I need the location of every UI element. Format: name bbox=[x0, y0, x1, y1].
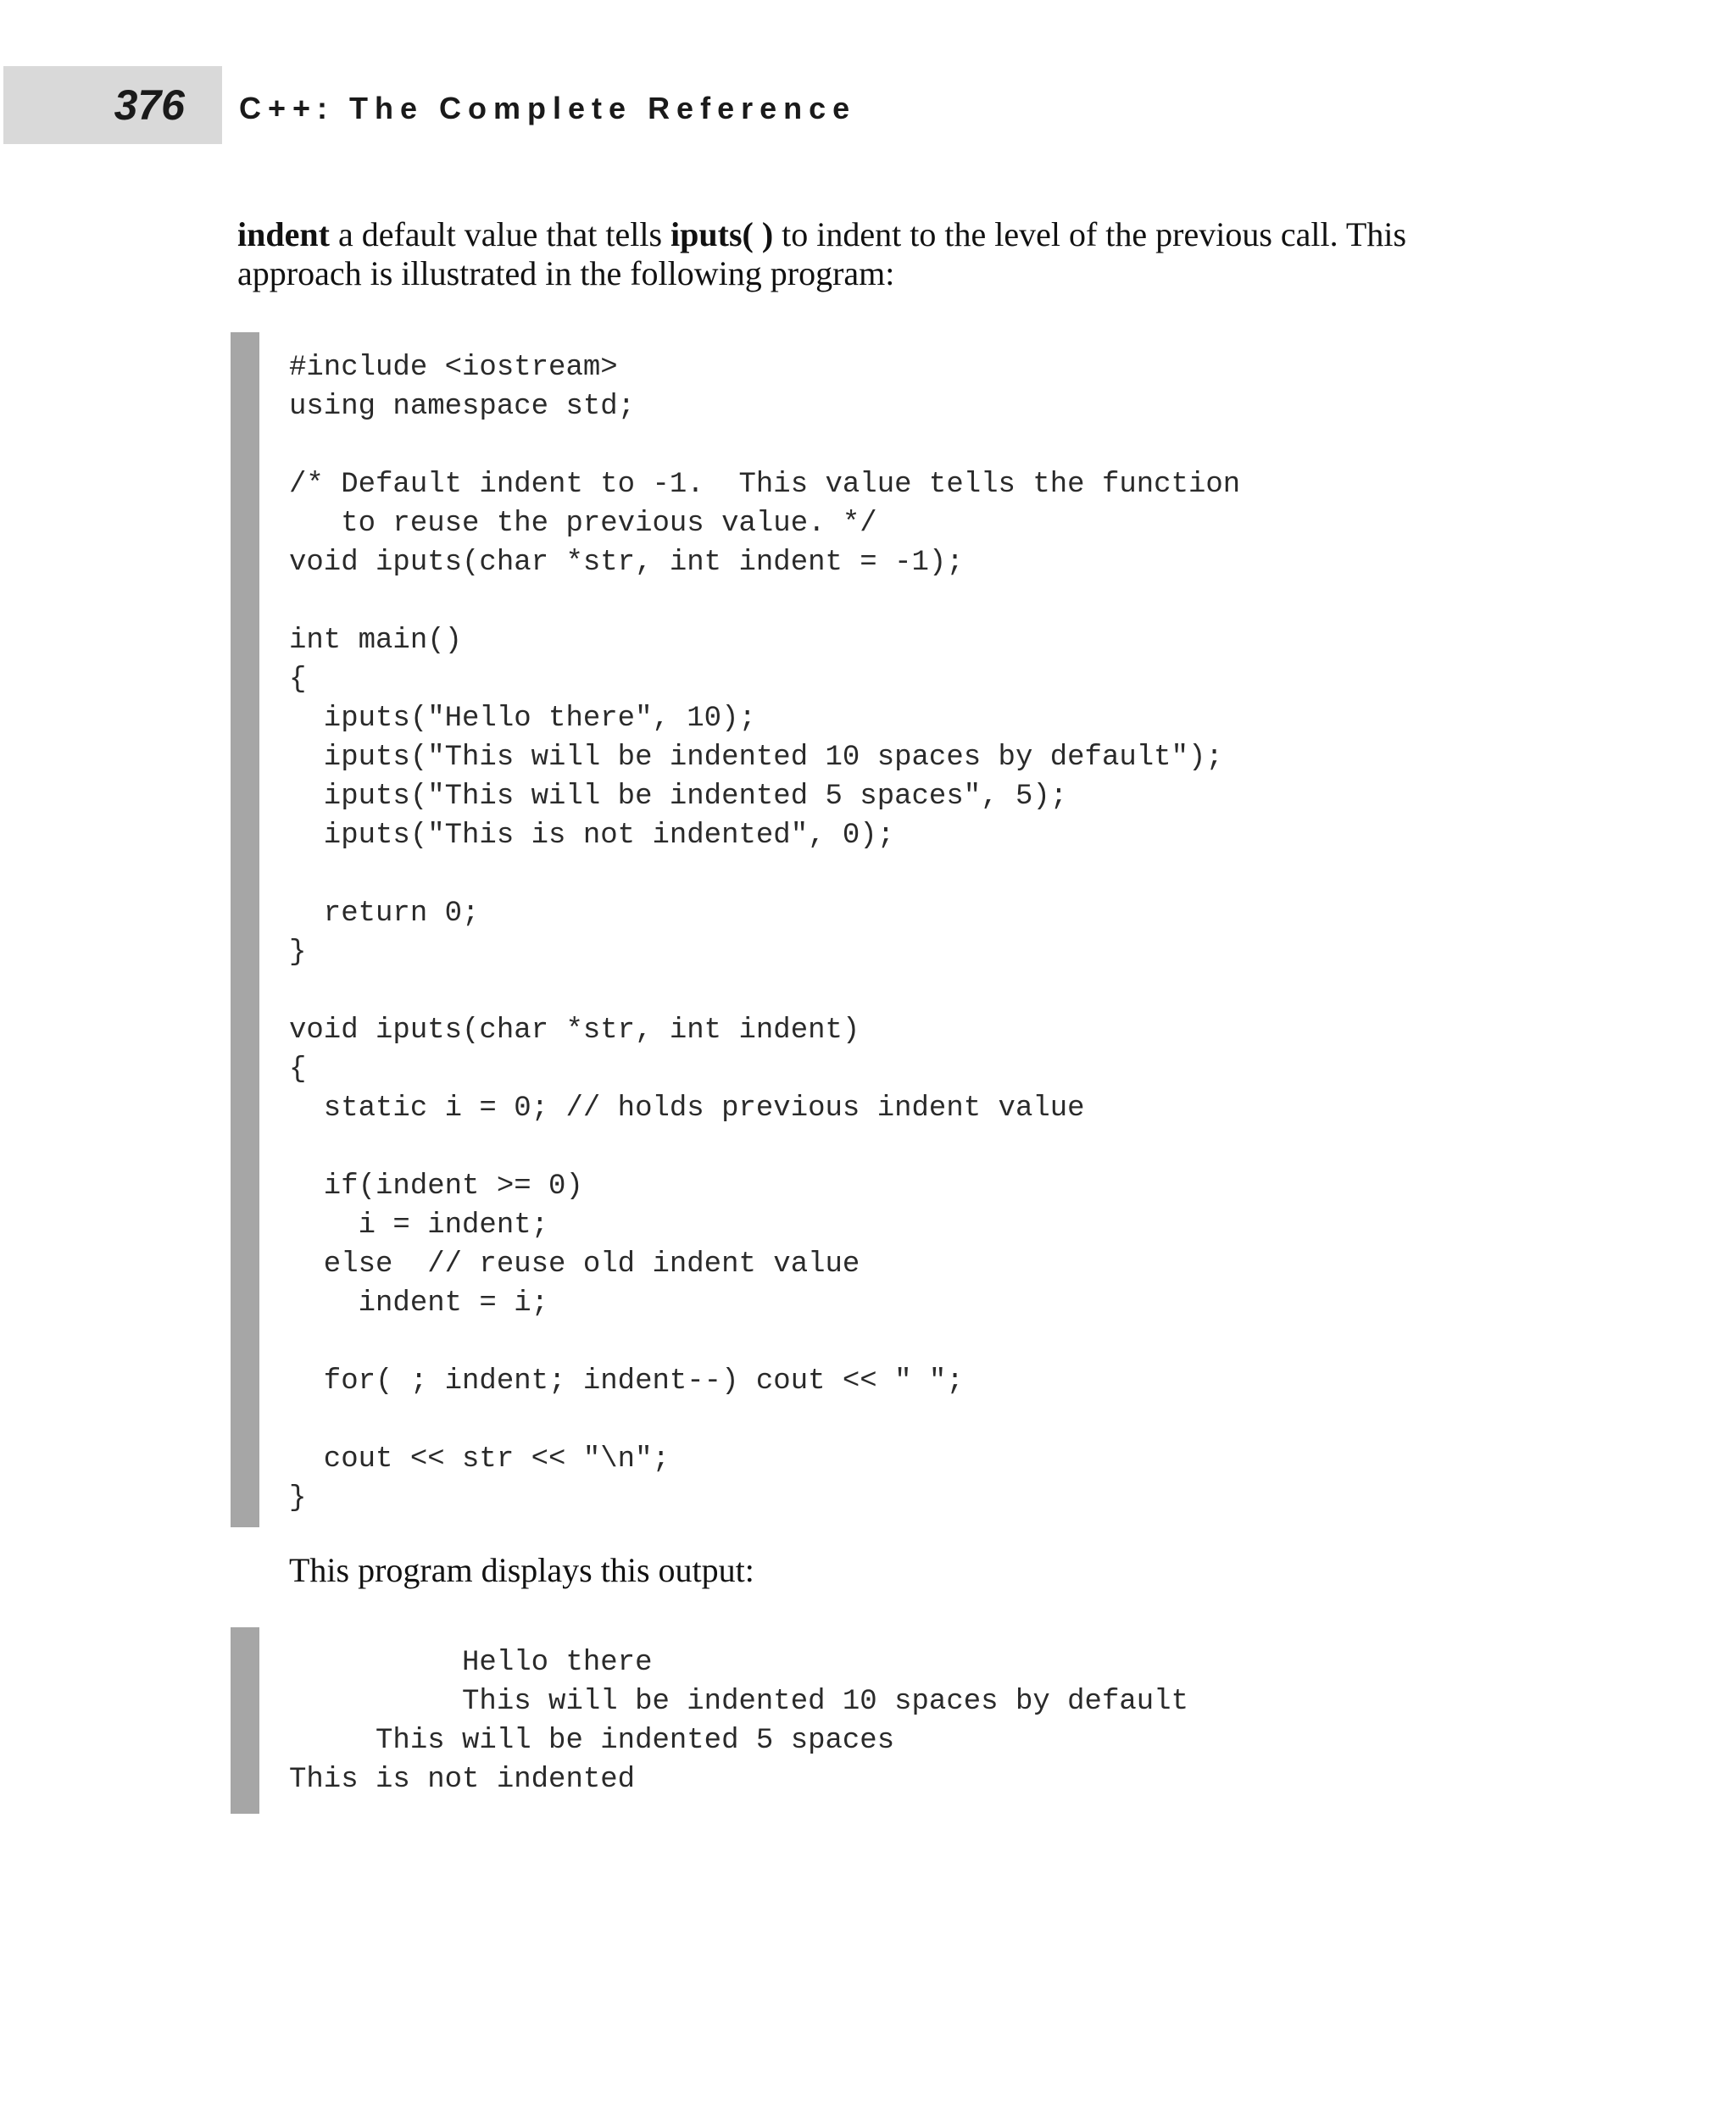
code-line: /* Default indent to -1. This value tells the function bbox=[289, 469, 1241, 501]
page-number-tab bbox=[3, 66, 222, 144]
code-listing-bar bbox=[231, 332, 259, 1527]
code-line: } bbox=[289, 937, 307, 969]
code-line: { bbox=[289, 1054, 307, 1086]
code-line bbox=[289, 972, 1240, 1011]
output-line: This will be indented 10 spaces by default bbox=[289, 1686, 1188, 1718]
code-line: for( ; indent; indent--) cout << " "; bbox=[289, 1365, 964, 1398]
code-line: void iputs(char *str, int indent) bbox=[289, 1015, 860, 1047]
program-listing bbox=[289, 348, 1240, 1518]
code-line: cout << str << "\n"; bbox=[289, 1443, 670, 1476]
output-line: This will be indented 5 spaces bbox=[289, 1725, 895, 1757]
code-line: i = indent; bbox=[289, 1209, 549, 1242]
code-line: #include <iostream> bbox=[289, 352, 618, 384]
code-line: return 0; bbox=[289, 898, 480, 930]
code-line: iputs("This will be indented 5 spaces", 5); bbox=[289, 781, 1068, 813]
code-line: iputs("This is not indented", 0); bbox=[289, 820, 895, 852]
output-line: Hello there bbox=[289, 1647, 653, 1679]
intro-text-b: to indent to the level of the previous call. This approach is illustrated in the following program: bbox=[237, 215, 1407, 292]
code-line: static i = 0; // holds previous indent value bbox=[289, 1092, 1085, 1125]
code-line: { bbox=[289, 664, 307, 696]
term-iputs: iputs( ) bbox=[670, 215, 774, 253]
code-line bbox=[289, 1323, 1240, 1362]
code-line bbox=[289, 1128, 1240, 1167]
code-line bbox=[289, 855, 1240, 894]
intro-paragraph bbox=[237, 215, 1466, 293]
code-line bbox=[289, 1401, 1240, 1440]
output-intro: This program displays this output: bbox=[289, 1551, 754, 1589]
code-line: to reuse the previous value. */ bbox=[289, 508, 877, 540]
code-line bbox=[289, 426, 1240, 465]
code-line: using namespace std; bbox=[289, 391, 636, 423]
page-number: 376 bbox=[114, 81, 185, 129]
intro-text-a: a default value that tells bbox=[329, 215, 671, 253]
code-line: iputs("Hello there", 10); bbox=[289, 703, 756, 735]
code-line: void iputs(char *str, int indent = -1); bbox=[289, 547, 964, 579]
code-line: int main() bbox=[289, 625, 463, 657]
code-line: if(indent >= 0) bbox=[289, 1170, 583, 1203]
output-listing-bar bbox=[231, 1627, 259, 1814]
output-listing bbox=[289, 1643, 1188, 1799]
output-line: This is not indented bbox=[289, 1764, 636, 1796]
code-line: } bbox=[289, 1482, 307, 1515]
code-line: indent = i; bbox=[289, 1287, 549, 1320]
code-line: iputs("This will be indented 10 spaces by default"); bbox=[289, 742, 1223, 774]
code-line bbox=[289, 582, 1240, 621]
term-indent: indent bbox=[237, 215, 330, 253]
running-head: C++: The Complete Reference bbox=[239, 91, 857, 125]
code-line: else // reuse old indent value bbox=[289, 1248, 860, 1281]
